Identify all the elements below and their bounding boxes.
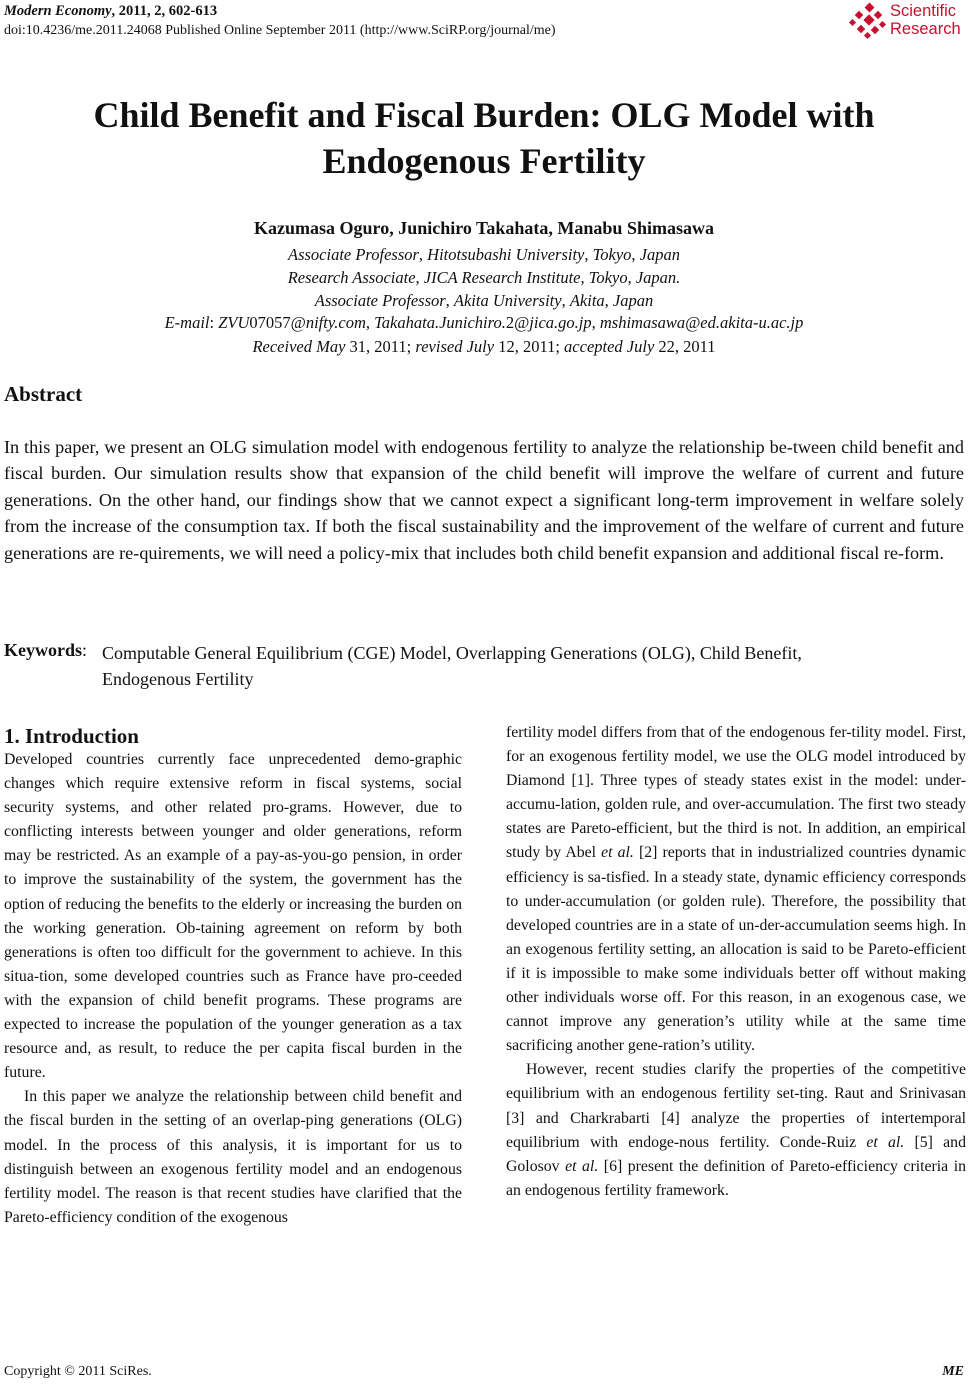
keywords-line-2: Endogenous Fertility [102,669,254,689]
keywords-list [102,640,962,692]
intro-paragraph-2: In this paper we analyze the relationship between child benefit and the fiscal burden in the setting of an overlap-ping generations (OLG) model. In the process of this analysis, it is important for us to distinguish between an exogenous fertility model and an endogenous fertility model. The reason is that recent studies have clarified that the Pareto-efficiency condition of the exogenous [4,1088,462,1226]
abstract-heading: Abstract [4,382,83,406]
intro-paragraph-1: Developed countries currently face unprecedented demo-graphic changes which require extensive reform in fiscal systems, social security systems, and other related pro-grams. However, due to conflicting interests between younger and older generations, reform may be restricted. As an example of a pay-as-you-go pension, in order to improve the sustainability of the system, the government has the option of reducing the benefits to the elderly or increasing the burden on the working generation. Ob-taining agreement on reform by both generations is often too difficult for the government to achieve. In this situa-tion, some developed countries such as France have pro-ceeded with the expansion of child benefit programs. These programs are expected to increase the population of the younger generation as a tax resource and, as result, to reduce the per capita fiscal burden in the future. [4,751,462,1082]
submission-dates: Received May 31, 2011; revised July 12, 2011; accepted July 22, 2011 [252,337,716,356]
affiliation-1: Associate Professor, Hitotsubashi University, Tokyo, Japan [287,245,680,264]
affiliation-3: Associate Professor, Akita University, Akita, Japan [314,291,654,310]
intro-paragraph-3: fertility model differs from that of the endogenous fer-tility model. First, for an exogenous fertility model, we use the OLG model introduced by Diamond [1]. Three types of steady states exist in the model: under-accumu-lation, golden rule, and over-accumulation. The first two steady states are Pareto-efficient, but the third is not. In addition, an empirical study by Abel et al. [2] reports that in industrialized countries dynamic efficiency is sa-tisfied. In a steady state, dynamic efficiency corresponds to under-accumulation (or golden rule). Therefore, the possibility that developed countries are in a state of un-der-accumulation seems high. In an exogenous fertility setting, an allocation is said to be Pareto-efficient if it is impossible to make some individuals better off without making other individuals worse off. For this reason, in an exogenous case, we cannot improve any generation’s utility while at the same time sacrificing another gene-ration’s utility. [506,724,966,1055]
author-list: Kazumasa Oguro, Junichiro Takahata, Manabu Shimasawa [254,218,714,238]
logo-wordmark [890,2,961,38]
author-emails: E-mail: ZVU07057@nifty.com, Takahata.Junichiro.2@jica.go.jp, mshimasawa@ed.akita-u.ac.jp [164,313,804,332]
affiliation-2: Research Associate, JICA Research Institute, Tokyo, Japan. [287,268,681,287]
journal-name: Modern Economy [4,3,112,19]
section-heading-introduction: 1. Introduction [4,724,139,748]
email-label: E-mail [164,313,210,332]
logo-line-2: Research [890,20,961,38]
left-column [4,748,462,1230]
page-footer [4,1364,964,1380]
title-line-2: Endogenous Fertility [322,141,646,181]
publisher-logo [848,0,968,44]
abstract-text: In this paper, we present an OLG simulation model with endogenous fertility to analyze the relationship be-tween child benefit and fiscal burden. Our simulation results show that expansion of the child benefit will improve the welfare of current and future generations. On the other hand, our findings show that we cannot expect a significant long-term improvement in welfare solely from the increase of the consumption tax. If both the fiscal sustainability and the improvement of the welfare of current and future generations are re-quirements, we will need a policy-mix that includes both child benefit expansion and additional fiscal re-form. [4,437,964,563]
paper-title [0,92,968,184]
logo-line-1: Scientific [890,2,957,20]
right-column [506,721,966,1203]
keywords-line-1: Computable General Equilibrium (CGE) Model, Overlapping Generations (OLG), Child Benefit, [102,643,802,663]
copyright-notice: Copyright © 2011 SciRes. [4,1364,152,1379]
page-header [4,2,556,40]
journal-issue: , 2011, 2, 602-613 [111,3,218,19]
scirp-logo-icon [848,2,888,42]
doi-line: doi:10.4236/me.2011.24068 Published Online September 2011 (http://www.SciRP.org/journal/me) [4,23,556,38]
journal-citation [4,2,556,21]
title-line-1: Child Benefit and Fiscal Burden: OLG Model with [93,95,875,135]
journal-abbreviation: ME [942,1364,964,1379]
keywords-label: Keywords: [4,640,88,660]
intro-paragraph-4: However, recent studies clarify the properties of the competitive equilibrium with an endogenous fertility set-ting. Raut and Srinivasan [3] and Charkrabarti [4] analyze the properties of intertemporal equilibrium with endoge-nous fertility. Conde-Ruiz et al. [5] and Golosov et al. [6] present the definition of Pareto-efficiency criteria in an endogenous fertility framework. [506,1061,966,1199]
